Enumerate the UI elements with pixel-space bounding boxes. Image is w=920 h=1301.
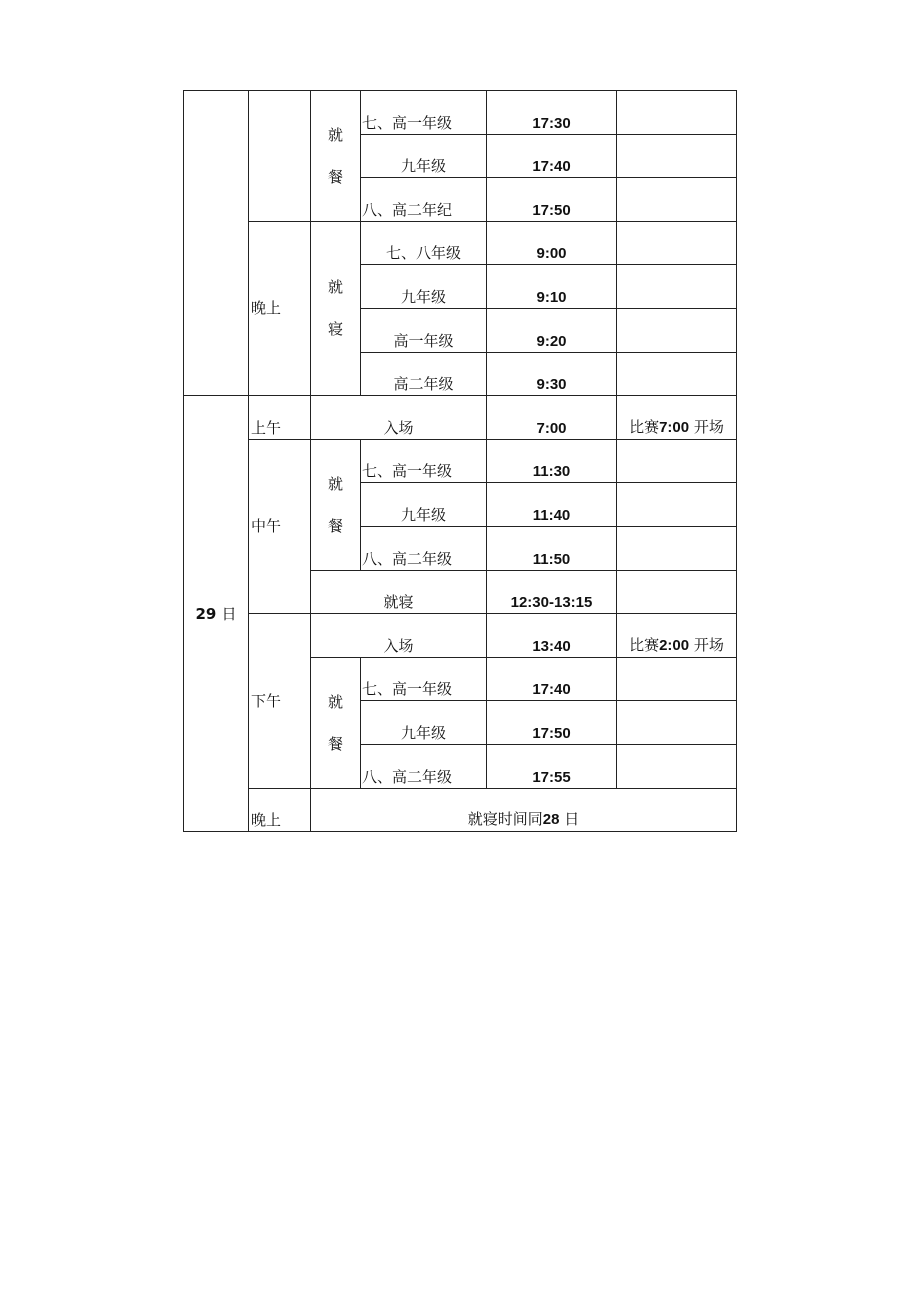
evening-note-cell	[311, 788, 737, 832]
time-cell: 11:50	[487, 526, 617, 570]
time-cell: 13:40	[487, 614, 617, 658]
activity-label: 就餐	[328, 474, 344, 535]
period-cell: 中午	[249, 439, 311, 613]
activity-cell	[311, 657, 361, 788]
time-cell: 17:55	[487, 744, 617, 788]
time-cell: 17:40	[487, 657, 617, 701]
time-cell: 9:00	[487, 221, 617, 265]
activity-span-cell: 就寝	[311, 570, 487, 614]
note-text: 比赛	[629, 417, 660, 436]
date-number: 29	[195, 604, 217, 623]
period-cell: 晚上	[249, 788, 311, 832]
note-time: 2:00	[659, 636, 690, 654]
period-cell: 下午	[249, 614, 311, 788]
note-cell	[617, 483, 737, 527]
note-time: 7:00	[659, 418, 690, 436]
table-row	[184, 396, 737, 440]
time-cell: 17:40	[487, 134, 617, 178]
note-cell	[617, 657, 737, 701]
time-cell: 9:20	[487, 308, 617, 352]
grade-cell: 九年级	[361, 134, 487, 178]
note-cell	[617, 744, 737, 788]
evening-note-number: 28	[542, 811, 560, 829]
note-cell	[617, 439, 737, 483]
grade-cell: 九年级	[361, 701, 487, 745]
period-cell: 晚上	[249, 221, 311, 395]
period-cell: 上午	[249, 396, 311, 440]
time-cell: 12:30-13:15	[487, 570, 617, 614]
time-cell: 11:40	[487, 483, 617, 527]
grade-cell: 九年级	[361, 483, 487, 527]
note-cell	[617, 134, 737, 178]
note-cell	[617, 701, 737, 745]
note-text: 比赛	[629, 635, 660, 654]
grade-cell: 七、高一年级	[361, 439, 487, 483]
grade-cell: 七、八年级	[361, 221, 487, 265]
date-cell-29	[184, 396, 249, 832]
activity-span-cell: 入场	[311, 614, 487, 658]
table-row	[184, 439, 737, 483]
activity-label: 就餐	[328, 125, 344, 186]
note-cell	[617, 91, 737, 135]
time-cell: 17:50	[487, 701, 617, 745]
note-cell	[617, 221, 737, 265]
note-cell	[617, 570, 737, 614]
activity-span-cell: 入场	[311, 396, 487, 440]
grade-cell: 高一年级	[361, 308, 487, 352]
date-suffix: 日	[221, 604, 237, 623]
grade-cell: 高二年级	[361, 352, 487, 396]
note-cell	[617, 352, 737, 396]
note-text: 开场	[693, 635, 724, 654]
note-text: 开场	[693, 417, 724, 436]
period-cell-blank	[249, 91, 311, 222]
time-cell: 9:30	[487, 352, 617, 396]
time-cell: 11:30	[487, 439, 617, 483]
activity-cell	[311, 439, 361, 570]
note-cell	[617, 614, 737, 658]
grade-cell: 七、高一年级	[361, 91, 487, 135]
grade-cell: 八、高二年纪	[361, 178, 487, 222]
note-cell	[617, 178, 737, 222]
table-row	[184, 614, 737, 658]
date-cell-28-cont	[184, 91, 249, 396]
note-cell	[617, 308, 737, 352]
evening-note-text: 就寝时间同	[467, 810, 543, 829]
grade-cell: 七、高一年级	[361, 657, 487, 701]
grade-cell: 九年级	[361, 265, 487, 309]
schedule-table	[183, 90, 737, 832]
time-cell: 17:30	[487, 91, 617, 135]
time-cell: 17:50	[487, 178, 617, 222]
note-cell	[617, 396, 737, 440]
table-row	[184, 91, 737, 135]
note-cell	[617, 265, 737, 309]
grade-cell: 八、高二年级	[361, 526, 487, 570]
time-cell: 9:10	[487, 265, 617, 309]
evening-note-text: 日	[564, 810, 580, 829]
activity-label: 就餐	[328, 692, 344, 753]
table-row	[184, 788, 737, 832]
time-cell: 7:00	[487, 396, 617, 440]
table-row	[184, 221, 737, 265]
note-cell	[617, 526, 737, 570]
grade-cell: 八、高二年级	[361, 744, 487, 788]
activity-cell	[311, 221, 361, 395]
activity-cell	[311, 91, 361, 222]
activity-label: 就寝	[328, 278, 344, 339]
